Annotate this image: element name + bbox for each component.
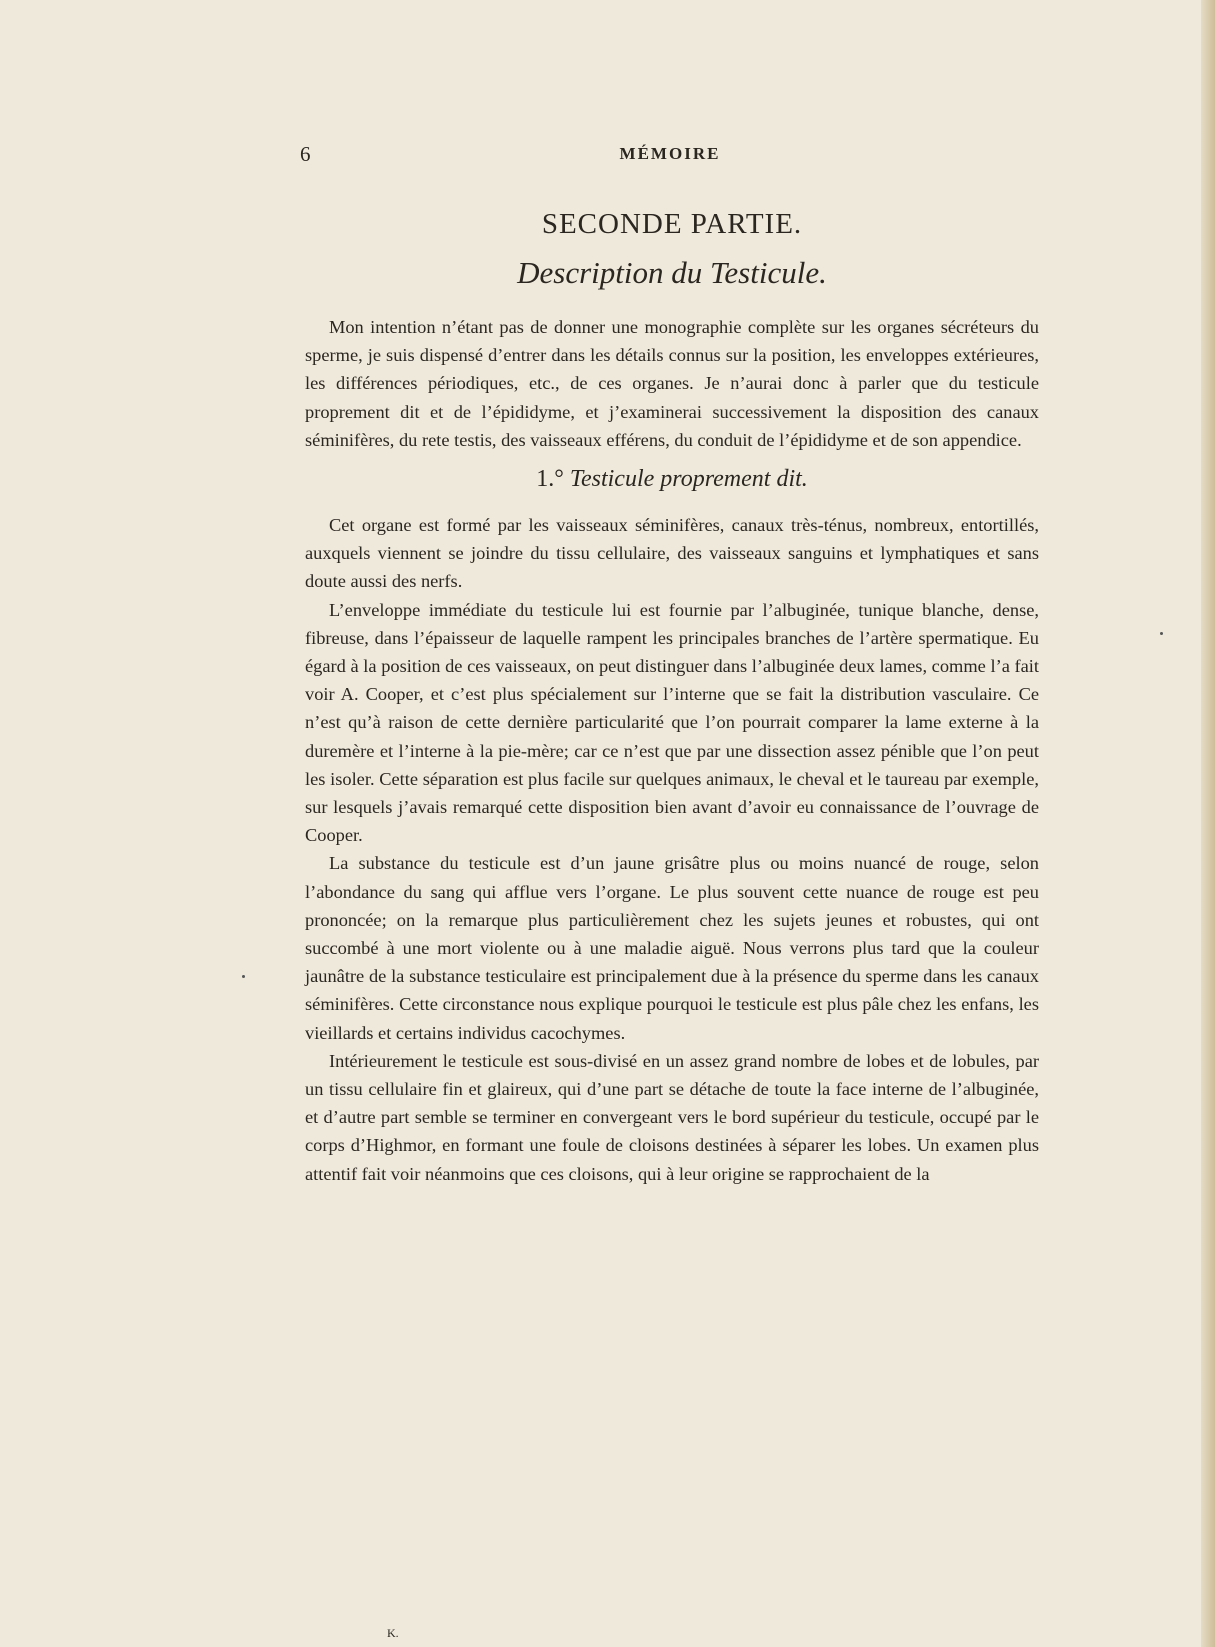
page-number: 6 [300,142,311,166]
running-head [300,142,1040,172]
page-edge [1201,0,1215,1647]
paragraph: La substance du testicule est d’un jaune grisâtre plus ou moins nuancé de rouge, selon l’abondance du sang qui afflue vers l’organe. Le plus souvent cette nuance de rouge est peu prononcée; on la remarque plus particulièrement chez les sujets jeunes et robustes, qui ont succombé à une mort violente ou à une maladie aiguë. Nous verrons plus tard que la couleur jaunâtre de la substance testiculaire est principalement due à la présence du sperme dans les canaux séminifères. Cette circonstance nous explique pourquoi le testicule est plus pâle chez les enfans, les vieillards et certains individus cacochymes. [305,853,1039,1043]
part-title: SECONDE PARTIE. [541,208,803,240]
section-number: 1.° [536,466,564,493]
paragraph: Intérieurement le testicule est sous-divisé en un assez grand nombre de lobes et de lobules, par un tissu cellulaire fin et glaireux, qui d’une part se détache de toute la face interne de l’albuginée, et d’autre part semble se terminer en convergeant vers le bord supérieur du testicule, occupé par le corps d’Highmor, en formant une foule de cloisons destinées à séparer les lobes. Un examen plus attentif fait voir néanmoins que ces cloisons, qui à leur origine se rapprochaient de la [305,1050,1039,1184]
running-title: MÉMOIRE [619,144,721,163]
main-text [305,208,1039,1188]
ink-speck [1160,632,1163,635]
intro-paragraph: Mon intention n’étant pas de donner une monographie complète sur les organes sécréteurs du sperme, je suis dispensé d’entrer dans les détails connus sur la position, les enveloppes extérieures, les différences périodiques, etc., de ces organes. Je n’aurai donc à parler que du testicule proprement dit et de l’épididyme, et j’examinerai successivement la disposition des canaux séminifères, du rete testis, des vaisseaux efférens, du conduit de l’épididyme et de son appendice. [305,317,1039,450]
paragraph: Cet organe est formé par les vaisseaux séminifères, canaux très-ténus, nombreux, entortillés, auxquels viennent se joindre du tissu cellulaire, des vaisseaux sanguins et lymphatiques et sans doute aussi des nerfs. [305,515,1039,592]
section-title: Testicule proprement dit. [569,466,808,493]
subtitle: Description du Testicule. [517,255,827,290]
ink-speck [242,975,245,978]
signature-mark: K. [387,1626,399,1640]
paragraph: L’enveloppe immédiate du testicule lui est fournie par l’albuginée, tunique blanche, dense, fibreuse, dans l’épaisseur de laquelle rampent les principales branches de l’artère spermatique. Eu égard à la position de ces vaisseaux, on peut distinguer dans l’albuginée deux lames, comme l’a fait voir A. Cooper, et c’est plus spécialement sur l’interne que se fait la distribution vasculaire. Ce n’est qu’à raison de cette dernière particularité que l’on pourrait comparer la lame externe à la duremère et l’interne à la pie-mère; car ce n’est que par une dissection assez pénible que l’on peut les isoler. Cette séparation est plus facile sur quelques animaux, le cheval et le taureau par exemple, sur lesquels j’avais remarqué cette disposition bien avant d’avoir eu connaissance de l’ouvrage de Cooper. [305,599,1039,846]
section-heading [305,466,1039,493]
